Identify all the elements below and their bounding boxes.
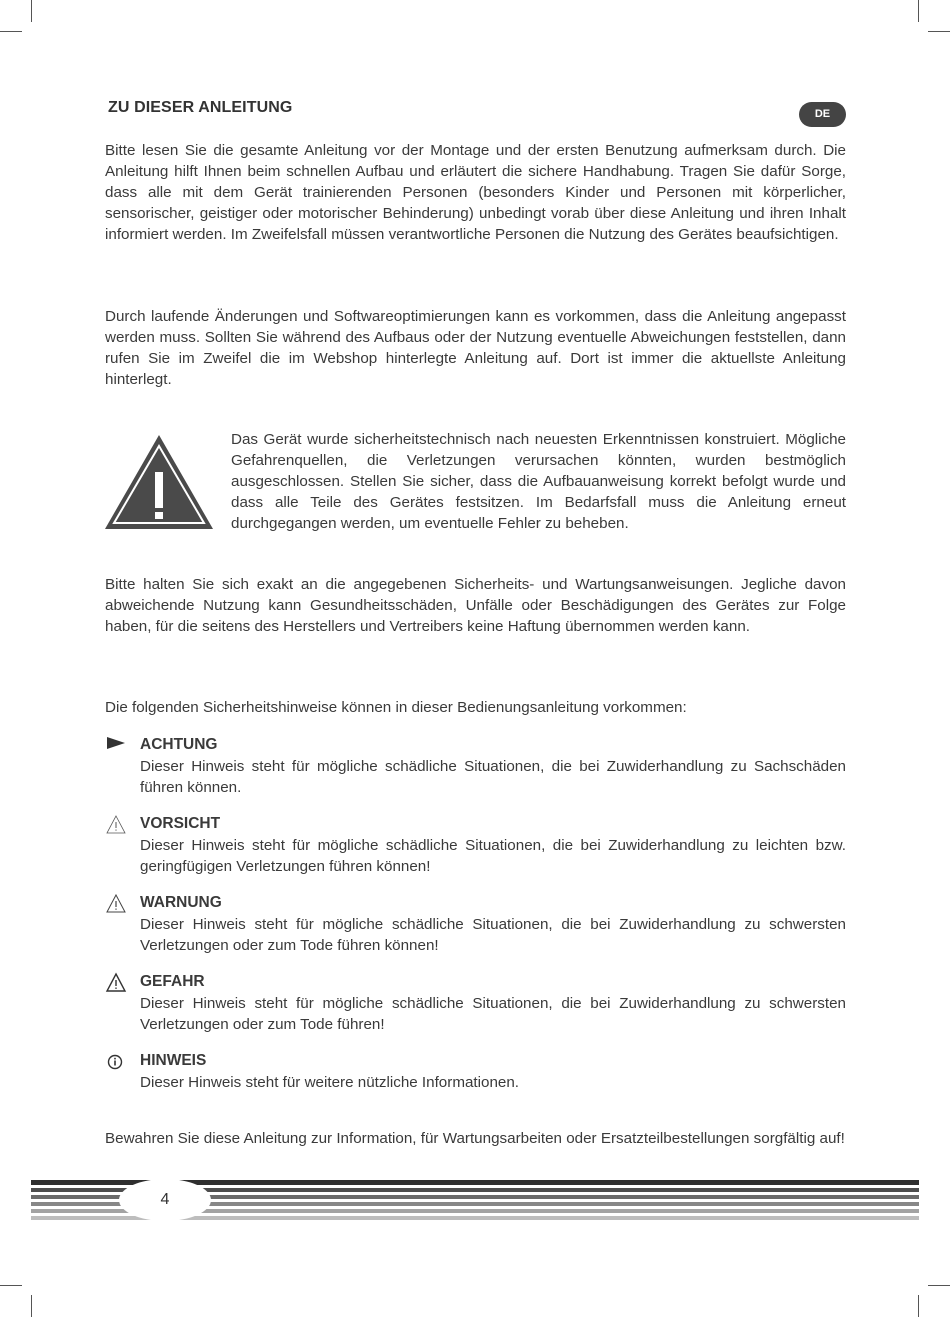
compliance-paragraph: Bitte halten Sie sich exakt an die angegebenen Sicherheits- und Wartungsanweisungen. Jegliche davon abweichende Nutzung kann Gesundheitsschäden, Unfälle oder Beschädigungen des Gerätes zur Folge haben, für die seitens des Herstellers und Vertreibers keine Haftung übernommen werden kann. (105, 576, 846, 635)
intro-paragraph: Bitte lesen Sie die gesamte Anleitung vor der Montage und der ersten Benutzung aufmerksam durch. Die Anleitung hilft Ihnen beim schnellen Aufbau und erläutert die sichere Handhabung. Tragen Sie dafür Sorge, dass alle mit dem Gerät trainierenden Personen (besonders Kinder und Personen mit körperlicher, sensorischer, geistiger oder motorischer Behinderung) unbedingt vorab über diese Anleitung und ihren Inhalt informiert werden. Im Zweifelsfall müssen verantwortliche Personen die Nutzung des Gerätes beaufsichtigen. (105, 142, 846, 243)
notices-intro-paragraph: Die folgenden Sicherheitshinweise können in dieser Bedienungsanleitung vorkommen: (105, 699, 687, 716)
notice-text: Dieser Hinweis steht für mögliche schädliche Situationen, die bei Zuwiderhandlung zu Sachschäden führen können. (140, 758, 846, 796)
notice-text: Dieser Hinweis steht für mögliche schädliche Situationen, die bei Zuwiderhandlung zu schwersten Verletzungen oder zum Tode führen! (140, 995, 846, 1033)
notice-heading: GEFAHR (140, 973, 205, 990)
crop-mark (928, 1285, 950, 1286)
caution-triangle-icon (105, 814, 129, 834)
crop-mark (918, 1295, 919, 1317)
crop-mark (0, 1285, 22, 1286)
crop-mark (31, 1295, 32, 1317)
notice-heading: VORSICHT (140, 815, 221, 832)
section-title: ZU DIESER ANLEITUNG (108, 99, 293, 116)
warning-triangle-icon (104, 434, 214, 535)
notice-text: Dieser Hinweis steht für weitere nützliche Informationen. (140, 1074, 520, 1091)
notice-text: Dieser Hinweis steht für mögliche schädliche Situationen, die bei Zuwiderhandlung zu schwersten Verletzungen oder zum Tode führen können! (140, 916, 846, 954)
crop-mark (31, 0, 32, 22)
arrow-pointer-icon (105, 735, 129, 755)
language-badge: DE (799, 102, 846, 127)
crop-mark (0, 31, 22, 32)
closing-paragraph: Bewahren Sie diese Anleitung zur Information, für Wartungsarbeiten oder Ersatzteilbestellungen sorgfältig auf! (105, 1130, 845, 1147)
crop-mark (918, 0, 919, 22)
notice-heading: ACHTUNG (140, 736, 218, 753)
caution-triangle-icon (105, 972, 129, 992)
changes-paragraph: Durch laufende Änderungen und Softwareoptimierungen kann es vorkommen, dass die Anleitung angepasst werden muss. Sollten Sie während des Aufbaus oder der Nutzung eventuelle Abweichungen feststellen, dann rufen Sie im Zweifel die im Webshop hinterlegte Anleitung auf. Dort ist immer die aktuellste Anleitung hinterlegt. (105, 308, 846, 388)
notice-heading: HINWEIS (140, 1052, 207, 1069)
safety-paragraph: Das Gerät wurde sicherheitstechnisch nach neuesten Erkenntnissen konstruiert. Mögliche Gefahrenquellen, die Verletzungen verursachen könnten, wurden bestmöglich ausgeschlossen. Stellen Sie sicher, dass die Aufbauanweisung korrekt befolgt wurde und dass alle Teile des Gerätes festsitzen. Im Bedarfsfall muss die Anleitung erneut durchgegangen werden, um eventuelle Fehler zu beheben. (231, 431, 846, 532)
page-number: 4 (160, 1191, 170, 1208)
caution-triangle-icon (105, 893, 129, 913)
crop-mark (928, 31, 950, 32)
notice-heading: WARNUNG (140, 894, 222, 911)
notice-text: Dieser Hinweis steht für mögliche schädliche Situationen, die bei Zuwiderhandlung zu leichten bzw. geringfügigen Verletzungen führen können! (140, 837, 846, 875)
info-circle-icon (105, 1051, 129, 1071)
